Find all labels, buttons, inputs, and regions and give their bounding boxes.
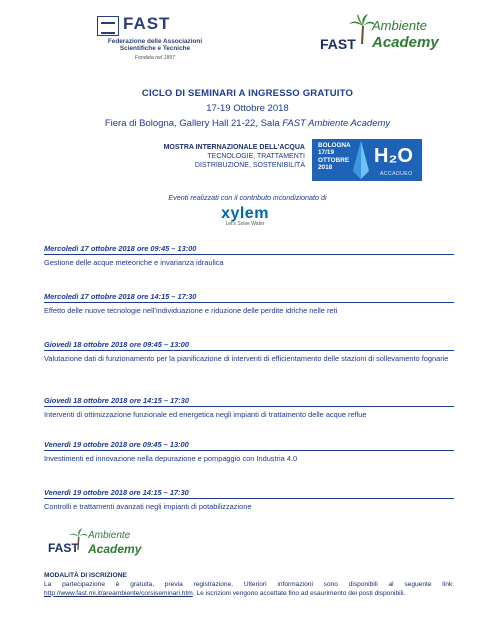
title-dates: 17-19 Ottobre 2018 — [206, 103, 289, 114]
exhibition-line-1: TECNOLOGIE, TRATTAMENTI — [207, 153, 305, 160]
session-topic: Controlli e trattamenti avanzati negli impianti di potabilizzazione — [44, 502, 252, 511]
session-item — [44, 244, 454, 268]
exhibition-heading: MOSTRA INTERNAZIONALE DELL'ACQUA — [163, 144, 305, 151]
session-item — [44, 340, 454, 364]
academy-logo-ambiente: Ambiente — [372, 18, 427, 33]
session-topic: Valutazione dati di funzionamento per la pianificazione di interventi di efficientamento delle stazioni di sollevamento fognarie — [44, 354, 449, 363]
session-item — [44, 440, 454, 464]
h2o-banner — [312, 139, 422, 181]
session-topic: Investimenti ed innovazione nella depurazione e pompaggio con Industria 4.0 — [44, 454, 298, 463]
session-date: Venerdì 19 ottobre 2018 ore 14:15 – 17:30 — [44, 488, 454, 499]
registration-text: La partecipazione è gratuita, previa registrazione. Ulteriori informazioni sono disponibili al seguente link: http://www.fast.mi.it/areambiente/corsiseminari.htm. Le iscrizioni vengono accettate fino ad esaurimento dei posti disponibili. — [44, 581, 454, 597]
title-venue: Fiera di Bologna, Gallery Hall 21-22, Sala FAST Ambiente Academy — [104, 118, 391, 129]
session-item — [44, 396, 454, 420]
h2o-subtitle: ACCADUEO — [380, 171, 413, 177]
footer-academy-logo — [44, 528, 152, 562]
h2o-banner-date: BOLOGNA 17/19 OTTOBRE 2018 — [318, 142, 351, 172]
footer-logo-academy: Academy — [88, 542, 142, 556]
session-topic: Interventi di ottimizzazione funzionale ed energetica negli impianti di trattamento delle acque reflue — [44, 410, 367, 419]
fast-emblem-icon — [97, 16, 119, 36]
registration-heading: MODALITÀ DI ISCRIZIONE — [44, 572, 127, 579]
academy-logo-fast: FAST — [320, 36, 356, 52]
session-date: Giovedì 18 ottobre 2018 ore 14:15 – 17:30 — [44, 396, 454, 407]
water-drop-icon — [352, 141, 370, 179]
fast-founded: Fondata nel 1897 — [134, 55, 176, 61]
footer-logo-fast: FAST — [48, 541, 79, 555]
fast-logo-word: FAST — [123, 14, 171, 33]
fast-federation-name: Federazione delle Associazioni Scientifiche e Tecniche — [107, 38, 203, 53]
session-date: Mercoledì 17 ottobre 2018 ore 14:15 – 17:30 — [44, 292, 454, 303]
exhibition-line-2: DISTRIBUZIONE, SOSTENIBILITÀ — [194, 162, 305, 169]
session-item — [44, 488, 454, 512]
session-item — [44, 292, 454, 316]
xylem-tagline: Let's Solve Water — [225, 221, 265, 227]
xylem-wordmark: xylem — [221, 205, 269, 222]
session-date: Giovedì 18 ottobre 2018 ore 09:45 – 13:00 — [44, 340, 454, 351]
sponsor-note: Eventi realizzati con il contributo incondizionato di — [168, 193, 327, 202]
fast-logo — [85, 14, 225, 66]
title-heading: CICLO DI SEMINARI A INGRESSO GRATUITO — [141, 88, 354, 99]
session-topic: Gestione delle acque meteoriche e invarianza idraulica — [44, 258, 224, 267]
h2o-mark: H₂O — [374, 145, 413, 167]
xylem-logo — [205, 205, 285, 235]
session-date: Venerdì 19 ottobre 2018 ore 09:45 – 13:00 — [44, 440, 454, 451]
academy-logo-academy: Academy — [372, 34, 439, 51]
registration-link[interactable]: http://www.fast.mi.it/areambiente/corsiseminari.htm — [44, 589, 193, 597]
footer-logo-ambiente: Ambiente — [88, 530, 131, 541]
academy-logo — [320, 14, 455, 58]
session-topic: Effetto delle nuove tecnologie nell’individuazione e riduzione delle perdite idriche nelle reti — [44, 306, 338, 315]
session-date: Mercoledì 17 ottobre 2018 ore 09:45 – 13:00 — [44, 244, 454, 255]
exhibition-info — [155, 143, 305, 170]
title-block — [0, 88, 495, 129]
